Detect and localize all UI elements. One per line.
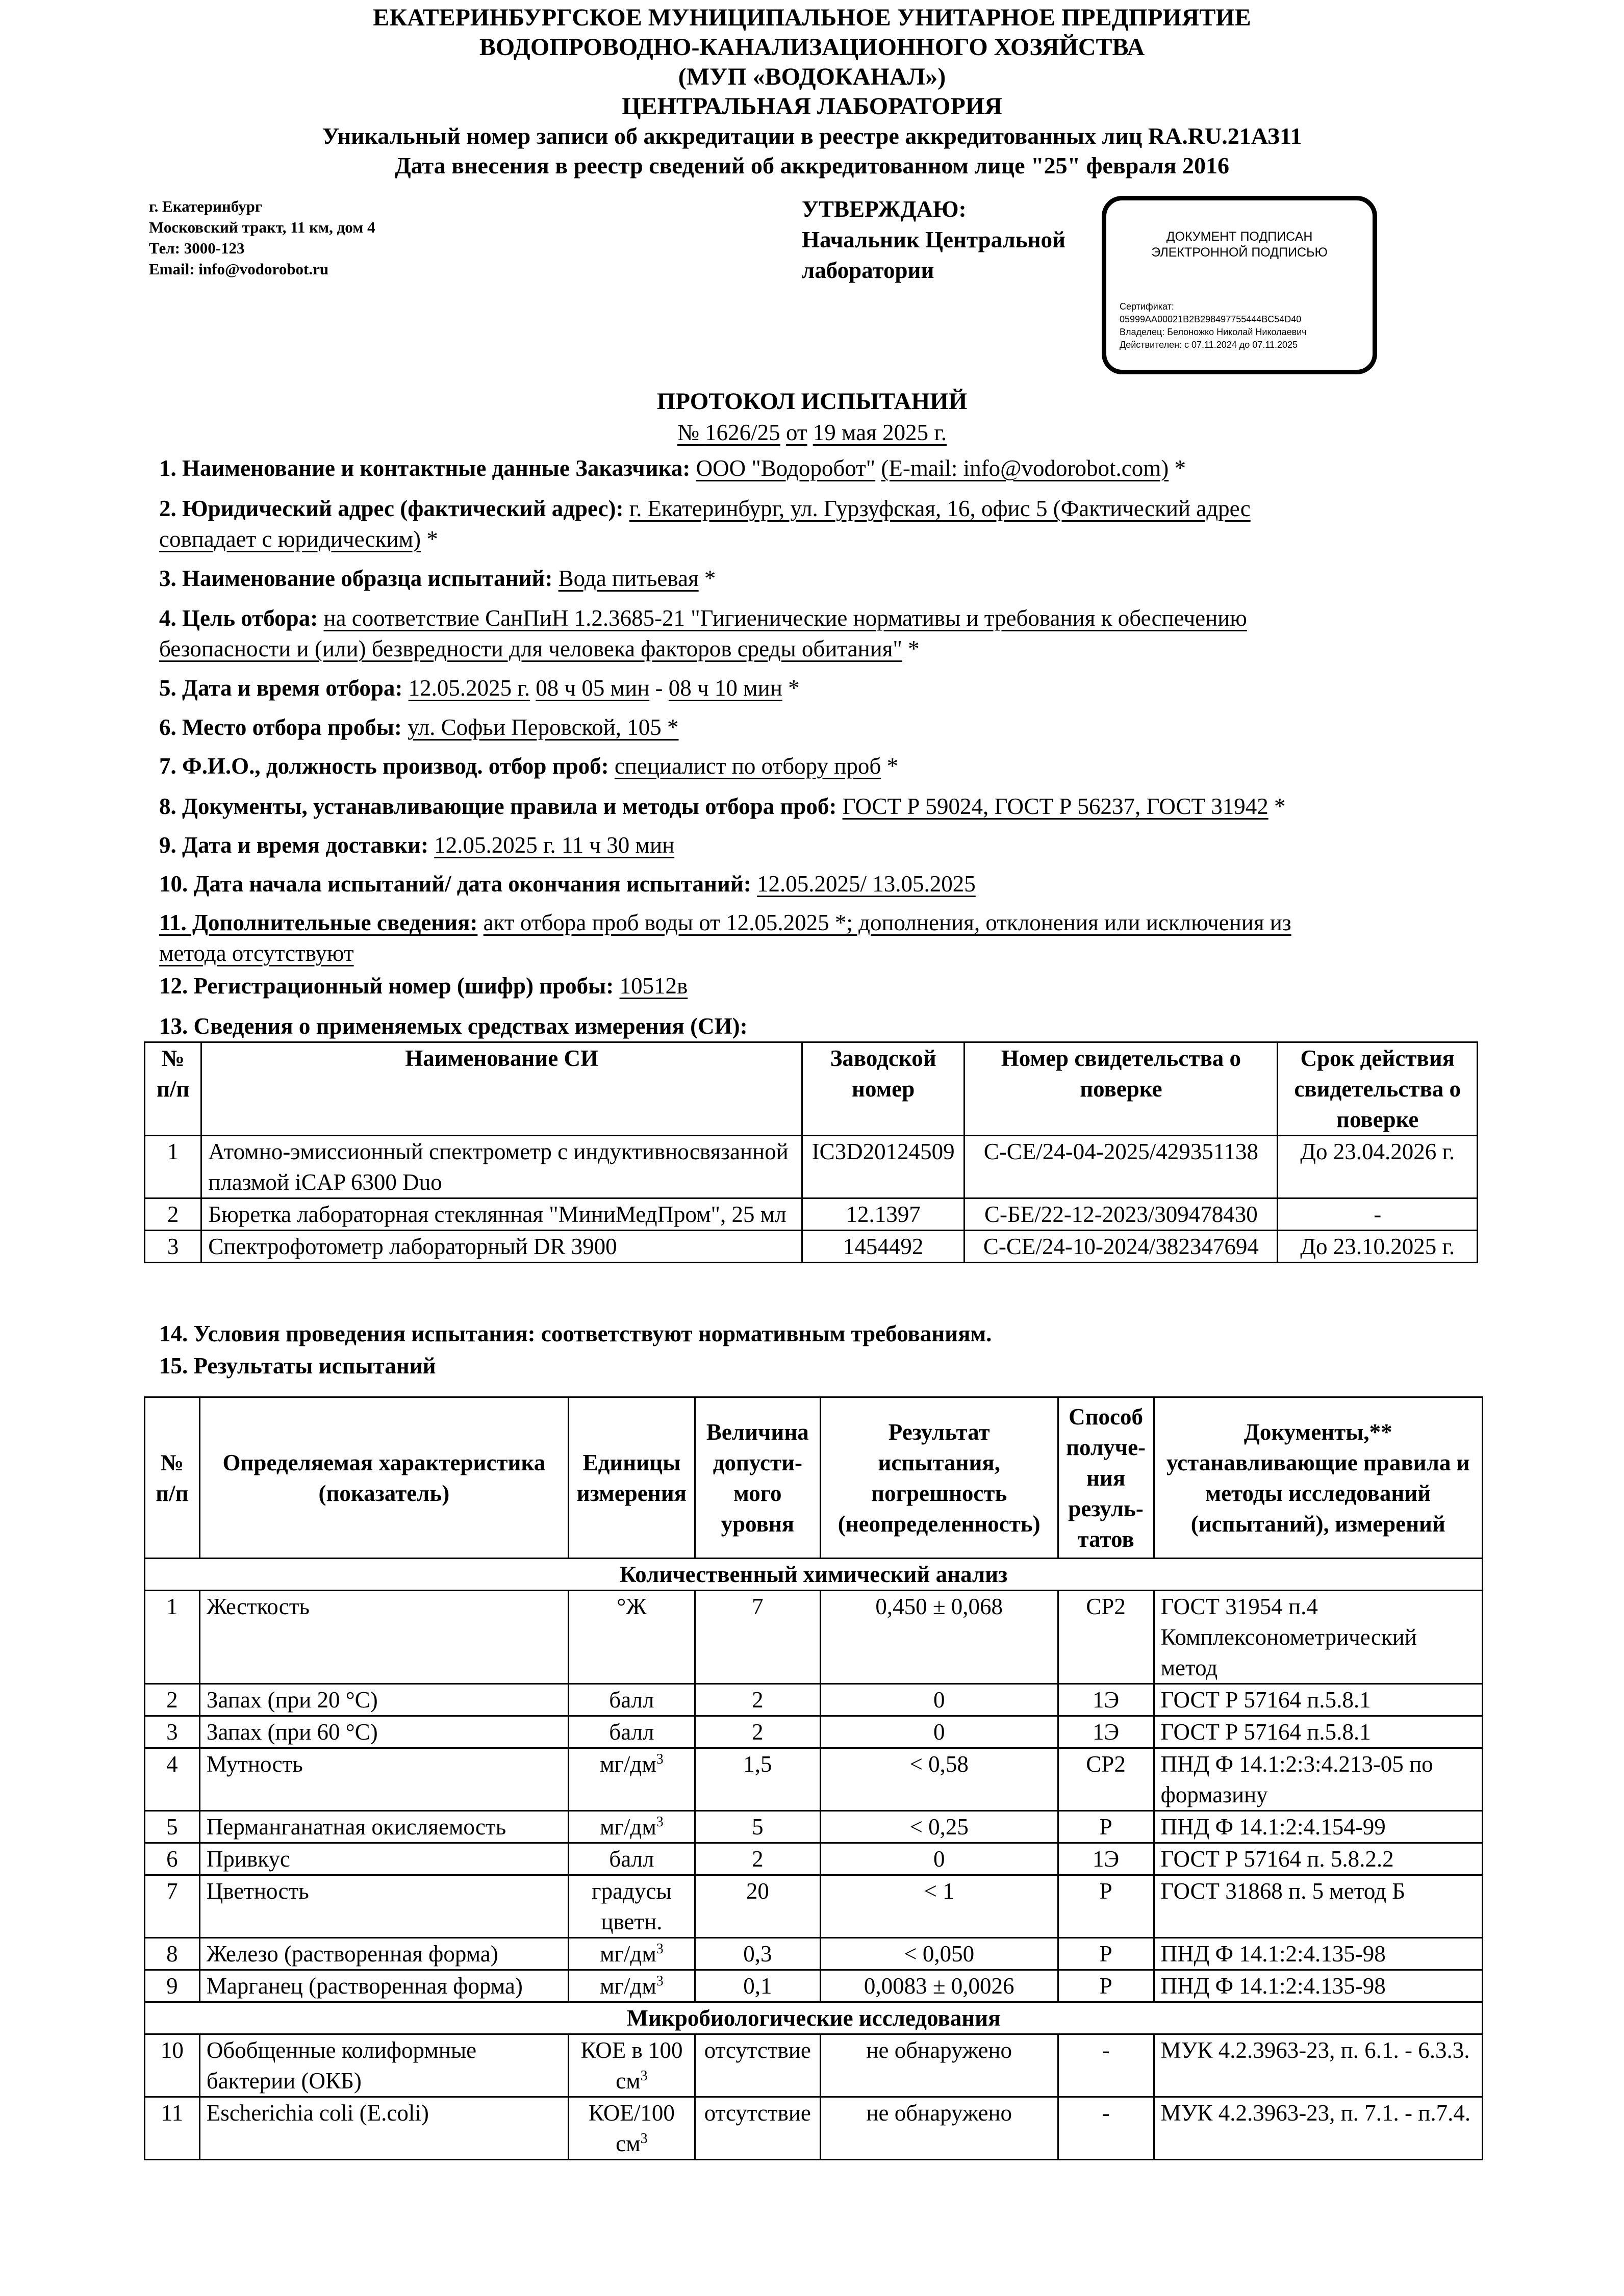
protocol-number: 1626/25 xyxy=(705,420,780,445)
contact-block xyxy=(149,196,375,279)
res-units-sup: 3 xyxy=(656,1751,664,1767)
org-name-line-2: ВОДОПРОВОДНО-КАНАЛИЗАЦИОННОГО ХОЗЯЙСТВА xyxy=(479,34,1145,61)
contact-address: Московский тракт, 11 км, дом 4 xyxy=(149,218,375,236)
item-3 xyxy=(159,563,1465,594)
res-result: < 0,050 xyxy=(820,1938,1058,1970)
table-row xyxy=(145,1231,1478,1263)
res-result: 0 xyxy=(820,1684,1058,1716)
stamp-title-line-2: ЭЛЕКТРОННОЙ ПОДПИСЬЮ xyxy=(1151,245,1328,260)
additional-info-a: акт отбора проб воды от 12.05.2025 *; дополнения, отклонения или исключения из xyxy=(483,910,1291,935)
res-char: Обобщенные колиформные бактерии (ОКБ) xyxy=(199,2034,568,2097)
item-15 xyxy=(159,1350,1465,1381)
res-method: Р xyxy=(1058,1875,1154,1938)
item-2 xyxy=(159,493,1465,554)
protocol-from: от xyxy=(785,420,807,445)
res-result: 0 xyxy=(820,1843,1058,1875)
e-signature-stamp xyxy=(1102,196,1377,374)
res-units-cell xyxy=(568,1970,695,2002)
res-char: Мутность xyxy=(199,1748,568,1811)
res-num: 11 xyxy=(145,2097,200,2160)
res-method: Р xyxy=(1058,1811,1154,1843)
accreditation-date: Дата внесения в реестр сведений об аккредитованном лице "25" февраля 2016 xyxy=(395,152,1229,178)
sampling-time-end: 08 ч 10 мин xyxy=(668,675,782,701)
res-limit: отсутствие xyxy=(695,2097,820,2160)
item-9-label: 9. Дата и время доставки: xyxy=(159,832,428,858)
approval-title: УТВЕРЖДАЮ: xyxy=(802,196,967,222)
res-limit: 0,3 xyxy=(695,1938,820,1970)
res-header-method: Способ получе-ния резуль-татов xyxy=(1058,1397,1154,1559)
res-units: градусы цветн. xyxy=(568,1875,695,1938)
section-chemical xyxy=(145,1559,1483,1591)
si-valid: - xyxy=(1278,1198,1478,1231)
table-row xyxy=(145,1591,1483,1684)
res-header-result: Результат испытания, погрешность (неопределенность) xyxy=(820,1397,1058,1559)
res-docs: ГОСТ 31868 п. 5 метод Б xyxy=(1154,1875,1482,1938)
si-table xyxy=(144,1041,1478,1263)
table-row xyxy=(145,1875,1483,1938)
item-4-label: 4. Цель отбора: xyxy=(159,605,318,631)
item-14 xyxy=(159,1318,1465,1349)
si-header-cert: Номер свидетельства о поверке xyxy=(965,1042,1278,1136)
res-limit: 20 xyxy=(695,1875,820,1938)
item-5-mark: * xyxy=(788,675,800,701)
si-header-valid: Срок действия свидетельства о поверке xyxy=(1278,1042,1478,1136)
res-method: 1Э xyxy=(1058,1684,1154,1716)
item-4-mark: * xyxy=(908,636,920,661)
item-11-label: 11. Дополнительные сведения: xyxy=(159,910,478,935)
res-units-cell xyxy=(568,1748,695,1811)
item-1-label: 1. Наименование и контактные данные Заказчика: xyxy=(159,455,691,481)
si-table-header xyxy=(145,1042,1478,1136)
res-num: 1 xyxy=(145,1591,200,1684)
sampling-purpose-b: безопасности и (или) безвредности для человека факторов среды обитания" xyxy=(159,636,902,661)
res-char: Запах (при 20 °С) xyxy=(199,1684,568,1716)
si-name: Атомно-эмиссионный спектрометр с индуктивносвязанной плазмой iCAP 6300 Duo xyxy=(201,1136,802,1198)
res-char: Железо (растворенная форма) xyxy=(199,1938,568,1970)
item-5-label: 5. Дата и время отбора: xyxy=(159,675,403,701)
si-name: Бюретка лабораторная стеклянная "МиниМедПром", 25 мл xyxy=(201,1198,802,1231)
item-12 xyxy=(159,971,1465,1001)
res-char: Привкус xyxy=(199,1843,568,1875)
res-limit: 2 xyxy=(695,1843,820,1875)
si-name: Спектрофотометр лабораторный DR 3900 xyxy=(201,1231,802,1263)
customer-name: ООО "Водоробот" xyxy=(696,455,876,481)
additional-info-b: метода отсутствуют xyxy=(159,940,354,966)
si-header-name: Наименование СИ xyxy=(201,1042,802,1136)
stamp-cert-details xyxy=(1120,300,1307,351)
si-num: 1 xyxy=(145,1136,201,1198)
results-table xyxy=(144,1396,1483,2160)
protocol-number-line xyxy=(0,417,1624,448)
res-units-sup: 3 xyxy=(656,1814,664,1830)
res-docs: ГОСТ 31954 п.4 Комплексонометрический метод xyxy=(1154,1591,1482,1684)
si-valid: До 23.04.2026 г. xyxy=(1278,1136,1478,1198)
res-char: Escherichia coli (E.coli) xyxy=(199,2097,568,2160)
sample-reg-number: 10512в xyxy=(619,973,688,999)
table-row xyxy=(145,2034,1483,2097)
item-10-label: 10. Дата начала испытаний/ дата окончания испытаний: xyxy=(159,871,751,897)
si-serial: IC3D20124509 xyxy=(802,1136,964,1198)
contact-email: Email: info@vodorobot.ru xyxy=(149,260,329,278)
res-num: 7 xyxy=(145,1875,200,1938)
res-docs: ПНД Ф 14.1:2:4.135-98 xyxy=(1154,1970,1482,2002)
contact-city: г. Екатеринбург xyxy=(149,197,262,215)
item-13-label: 13. Сведения о применяемых средствах измерения (СИ): xyxy=(159,1013,748,1039)
stamp-title-line-1: ДОКУМЕНТ ПОДПИСАН xyxy=(1166,229,1313,244)
sampling-time-dash: - xyxy=(655,675,663,701)
accreditation-number: Уникальный номер записи об аккредитации в реестре аккредитованных лиц RA.RU.21АЗ11 xyxy=(322,123,1302,149)
si-serial: 12.1397 xyxy=(802,1198,964,1231)
si-valid: До 23.10.2025 г. xyxy=(1278,1231,1478,1263)
protocol-date: 19 мая 2025 г. xyxy=(813,420,947,445)
table-row xyxy=(145,1136,1478,1198)
res-limit: отсутствие xyxy=(695,2034,820,2097)
legal-address-b: совпадает с юридическим) xyxy=(159,526,421,552)
results-table-header xyxy=(145,1397,1483,1559)
res-char: Перманганатная окисляемость xyxy=(199,1811,568,1843)
item-6-label: 6. Место отбора пробы: xyxy=(159,715,402,740)
approval-line-2: лаборатории xyxy=(802,258,934,283)
res-result: 0,450 ± 0,068 xyxy=(820,1591,1058,1684)
item-15-label: 15. Результаты испытаний xyxy=(159,1353,436,1379)
res-limit: 2 xyxy=(695,1716,820,1748)
res-units: балл xyxy=(568,1843,695,1875)
res-result: < 0,58 xyxy=(820,1748,1058,1811)
item-1 xyxy=(159,453,1465,483)
table-row xyxy=(145,1938,1483,1970)
res-docs: ГОСТ Р 57164 п.5.8.1 xyxy=(1154,1684,1482,1716)
res-docs: ПНД Ф 14.1:2:4.135-98 xyxy=(1154,1938,1482,1970)
res-limit: 7 xyxy=(695,1591,820,1684)
res-units-cell xyxy=(568,2034,695,2097)
res-method: - xyxy=(1058,2034,1154,2097)
res-header-limit: Величина допусти-мого уровня xyxy=(695,1397,820,1559)
lab-name: ЦЕНТРАЛЬНАЯ ЛАБОРАТОРИЯ xyxy=(622,93,1002,120)
sampling-time-start: 08 ч 05 мин xyxy=(536,675,650,701)
item-4 xyxy=(159,603,1465,664)
legal-address-a: г. Екатеринбург, ул. Гурзуфская, 16, офис 5 (Фактический адрес xyxy=(629,496,1251,521)
stamp-cert-label: Сертификат: xyxy=(1120,301,1174,312)
res-num: 4 xyxy=(145,1748,200,1811)
item-8-label: 8. Документы, устанавливающие правила и методы отбора проб: xyxy=(159,794,837,819)
item-2-mark: * xyxy=(426,526,438,552)
delivery-datetime: 12.05.2025 г. 11 ч 30 мин xyxy=(434,832,675,858)
res-units: мг/дм xyxy=(599,1814,656,1840)
organization-header xyxy=(0,3,1624,181)
res-num: 6 xyxy=(145,1843,200,1875)
res-header-char: Определяемая характеристика (показатель) xyxy=(199,1397,568,1559)
res-limit: 2 xyxy=(695,1684,820,1716)
res-num: 10 xyxy=(145,2034,200,2097)
item-8 xyxy=(159,791,1465,822)
res-limit: 5 xyxy=(695,1811,820,1843)
approval-block xyxy=(802,194,1065,286)
si-serial: 1454492 xyxy=(802,1231,964,1263)
res-units: КОЕ/100 см xyxy=(588,2100,675,2156)
contact-phone: Тел: 3000-123 xyxy=(149,239,245,257)
res-header-units: Единицы измерения xyxy=(568,1397,695,1559)
res-units-sup: 3 xyxy=(640,2068,648,2084)
res-docs: ГОСТ Р 57164 п. 5.8.2.2 xyxy=(1154,1843,1482,1875)
res-docs: МУК 4.2.3963-23, п. 7.1. - п.7.4. xyxy=(1154,2097,1482,2160)
table-row xyxy=(145,1716,1483,1748)
res-char: Запах (при 60 °С) xyxy=(199,1716,568,1748)
res-units: балл xyxy=(568,1684,695,1716)
res-units: мг/дм xyxy=(599,1751,656,1777)
res-result: 0 xyxy=(820,1716,1058,1748)
res-char: Жесткость xyxy=(199,1591,568,1684)
item-2-label: 2. Юридический адрес (фактический адрес): xyxy=(159,496,624,521)
si-header-num: № п/п xyxy=(145,1042,201,1136)
si-cert: С-СЕ/24-10-2024/382347694 xyxy=(965,1231,1278,1263)
res-units: °Ж xyxy=(568,1591,695,1684)
res-units: балл xyxy=(568,1716,695,1748)
res-units-sup: 3 xyxy=(640,2131,648,2147)
table-row xyxy=(145,1198,1478,1231)
res-units-sup: 3 xyxy=(656,1941,664,1957)
item-13 xyxy=(159,1011,1465,1041)
item-14-label: 14. Условия проведения испытания: соответствуют нормативным требованиям. xyxy=(159,1321,992,1346)
item-3-label: 3. Наименование образца испытаний: xyxy=(159,566,553,591)
res-units-cell xyxy=(568,1811,695,1843)
res-units-cell xyxy=(568,1938,695,1970)
sampler-position: специалист по отбору проб xyxy=(614,753,881,779)
org-name-line-1: ЕКАТЕРИНБУРГСКОЕ МУНИЦИПАЛЬНОЕ УНИТАРНОЕ ПРЕДПРИЯТИЕ xyxy=(373,4,1251,31)
item-5 xyxy=(159,673,1465,703)
protocol-title: ПРОТОКОЛ ИСПЫТАНИЙ xyxy=(656,388,968,415)
si-cert: С-БЕ/22-12-2023/309478430 xyxy=(965,1198,1278,1231)
item-1-mark: * xyxy=(1174,455,1186,481)
si-num: 2 xyxy=(145,1198,201,1231)
sampling-date: 12.05.2025 г. xyxy=(408,675,530,701)
table-row xyxy=(145,1684,1483,1716)
res-result: < 1 xyxy=(820,1875,1058,1938)
res-num: 2 xyxy=(145,1684,200,1716)
res-num: 9 xyxy=(145,1970,200,2002)
stamp-title xyxy=(1106,229,1373,261)
sampling-place: ул. Софьи Перовской, 105 * xyxy=(408,715,679,740)
protocol-num-prefix: № xyxy=(677,420,699,445)
table-row xyxy=(145,1843,1483,1875)
table-row xyxy=(145,1970,1483,2002)
stamp-owner: Владелец: Белоножко Николай Николаевич xyxy=(1120,327,1307,337)
si-num: 3 xyxy=(145,1231,201,1263)
item-7-mark: * xyxy=(886,753,898,779)
customer-email: (E-mail: info@vodorobot.com) xyxy=(881,455,1169,481)
res-docs: ПНД Ф 14.1:2:3:4.213-05 по формазину xyxy=(1154,1748,1482,1811)
res-units-sup: 3 xyxy=(656,1973,664,1989)
res-method: 1Э xyxy=(1058,1843,1154,1875)
res-docs: ГОСТ Р 57164 п.5.8.1 xyxy=(1154,1716,1482,1748)
res-num: 8 xyxy=(145,1938,200,1970)
table-row xyxy=(145,2097,1483,2160)
item-7-label: 7. Ф.И.О., должность производ. отбор проб: xyxy=(159,753,609,779)
org-name-line-3: (МУП «ВОДОКАНАЛ») xyxy=(678,63,946,90)
res-header-docs: Документы,** устанавливающие правила и методы исследований (испытаний), измерений xyxy=(1154,1397,1482,1559)
res-docs: ПНД Ф 14.1:2:4.154-99 xyxy=(1154,1811,1482,1843)
test-dates: 12.05.2025/ 13.05.2025 xyxy=(756,871,976,897)
section-chemical-label: Количественный химический анализ xyxy=(145,1559,1483,1591)
res-docs: МУК 4.2.3963-23, п. 6.1. - 6.3.3. xyxy=(1154,2034,1482,2097)
table-row xyxy=(145,1748,1483,1811)
res-units: мг/дм xyxy=(599,1941,656,1967)
res-method: СР2 xyxy=(1058,1748,1154,1811)
sampling-standards: ГОСТ Р 59024, ГОСТ Р 56237, ГОСТ 31942 xyxy=(842,794,1268,819)
item-3-mark: * xyxy=(704,566,716,591)
res-method: 1Э xyxy=(1058,1716,1154,1748)
section-microbiology-label: Микробиологические исследования xyxy=(145,2002,1483,2034)
si-header-serial: Заводской номер xyxy=(802,1042,964,1136)
si-cert: С-СЕ/24-04-2025/429351138 xyxy=(965,1136,1278,1198)
res-result: не обнаружено xyxy=(820,2034,1058,2097)
res-result: < 0,25 xyxy=(820,1811,1058,1843)
res-num: 3 xyxy=(145,1716,200,1748)
res-result: не обнаружено xyxy=(820,2097,1058,2160)
res-method: СР2 xyxy=(1058,1591,1154,1684)
stamp-valid: Действителен: с 07.11.2024 до 07.11.2025 xyxy=(1120,340,1298,350)
item-11 xyxy=(159,907,1465,968)
res-units: мг/дм xyxy=(599,1973,656,1999)
item-6 xyxy=(159,712,1465,743)
res-result: 0,0083 ± 0,0026 xyxy=(820,1970,1058,2002)
res-units: КОЕ в 100 см xyxy=(580,2037,683,2094)
res-method: Р xyxy=(1058,1938,1154,1970)
table-row xyxy=(145,1811,1483,1843)
sample-name: Вода питьевая xyxy=(558,566,699,591)
res-method: Р xyxy=(1058,1970,1154,2002)
section-microbiology xyxy=(145,2002,1483,2034)
item-8-mark: * xyxy=(1274,794,1286,819)
res-header-num: № п/п xyxy=(145,1397,200,1559)
res-char: Цветность xyxy=(199,1875,568,1938)
item-9 xyxy=(159,830,1465,860)
res-char: Марганец (растворенная форма) xyxy=(199,1970,568,2002)
stamp-cert-number: 05999AA00021B2B298497755444BC54D40 xyxy=(1120,314,1302,324)
item-12-label: 12. Регистрационный номер (шифр) пробы: xyxy=(159,973,614,999)
approval-line-1: Начальник Центральной xyxy=(802,227,1065,252)
item-10 xyxy=(159,869,1465,899)
res-method: - xyxy=(1058,2097,1154,2160)
item-7 xyxy=(159,751,1465,781)
res-limit: 1,5 xyxy=(695,1748,820,1811)
sampling-purpose-a: на соответствие СанПиН 1.2.3685-21 "Гигиенические нормативы и требования к обеспечению xyxy=(323,605,1247,631)
res-num: 5 xyxy=(145,1811,200,1843)
res-limit: 0,1 xyxy=(695,1970,820,2002)
res-units-cell xyxy=(568,2097,695,2160)
